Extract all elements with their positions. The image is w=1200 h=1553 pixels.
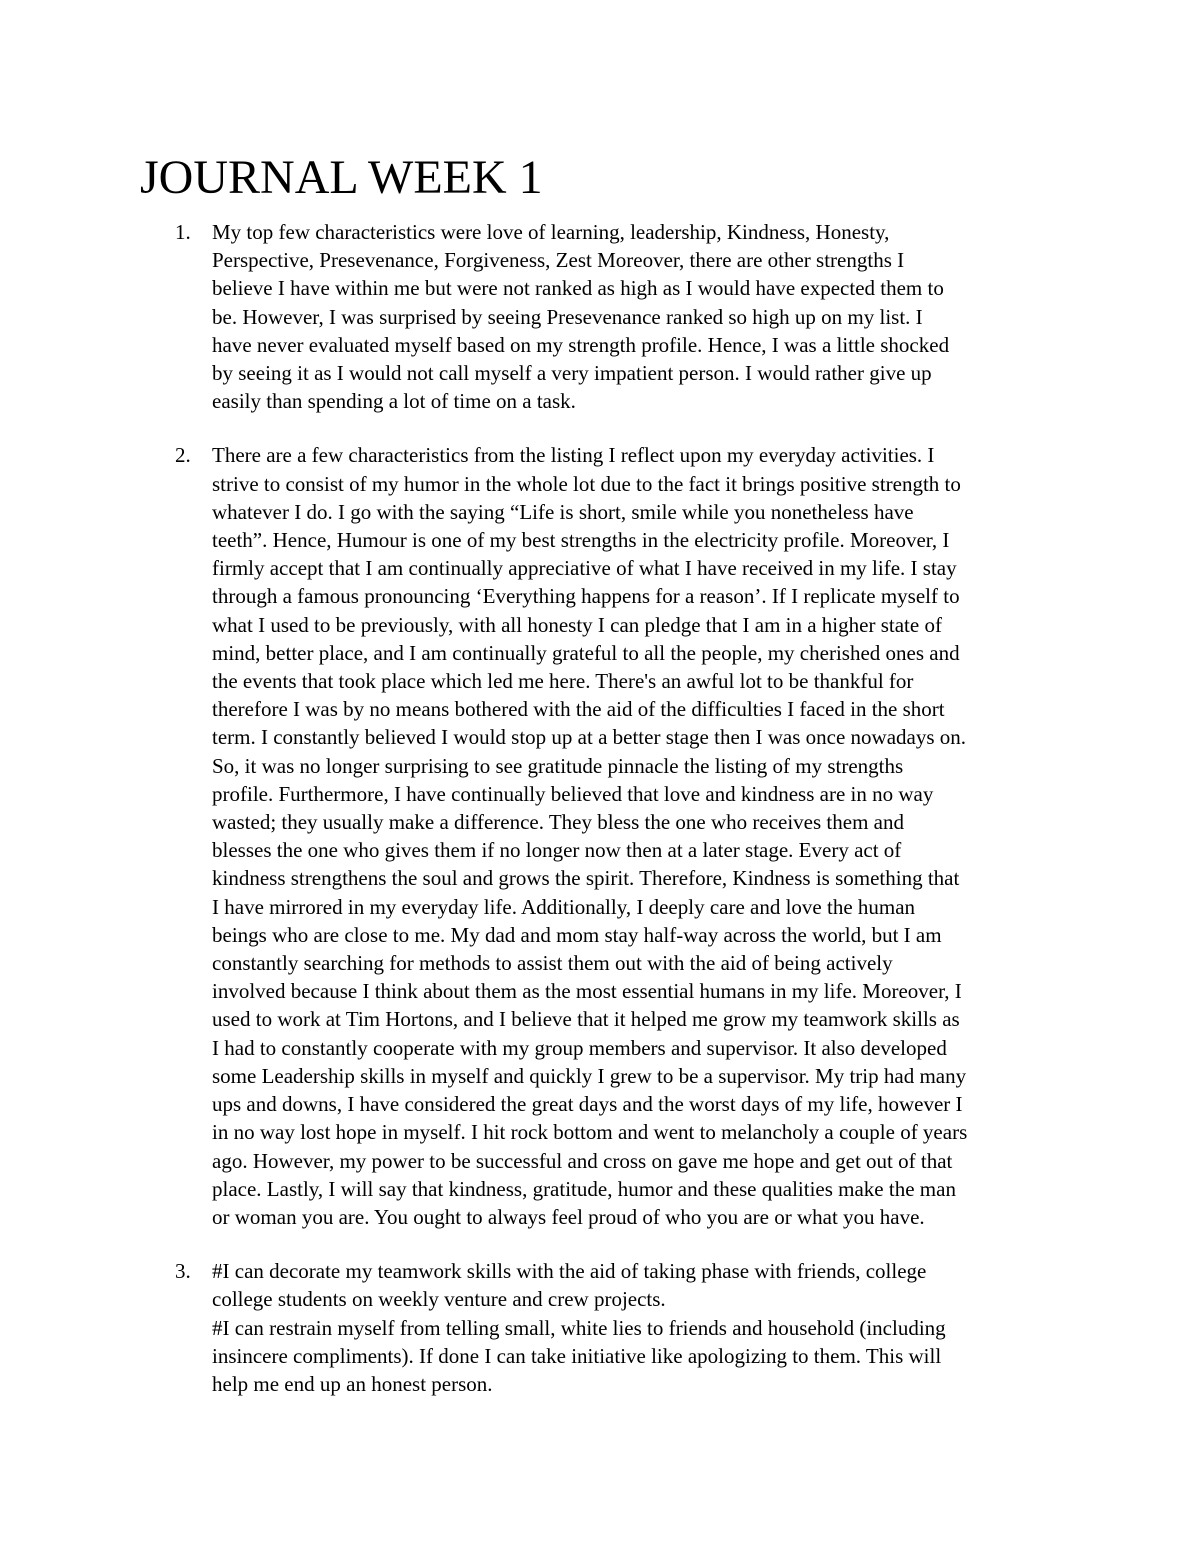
paragraph-line: #I can restrain myself from telling small, white lies to friends and household (including [212, 1315, 946, 1340]
paragraph-line: beings who are close to me. My dad and mom stay half-way across the world, but I am [212, 922, 942, 947]
paragraph-line: term. I constantly believed I would stop up at a better stage then I was once nowadays on. [212, 725, 967, 750]
paragraph-line: help me end up an honest person. [212, 1371, 493, 1396]
paragraph-line: ups and downs, I have considered the great days and the worst days of my life, however I [212, 1092, 963, 1117]
list-item-number: 3. [175, 1259, 191, 1284]
paragraph-line: So, it was no longer surprising to see gratitude pinnacle the listing of my strengths [212, 753, 904, 778]
numbered-list [0, 218, 1200, 1424]
paragraph-line: My top few characteristics were love of learning, leadership, Kindness, Honesty, [212, 220, 890, 244]
list-item-paragraph [212, 1257, 1082, 1398]
document-title: JOURNAL WEEK 1 [140, 151, 543, 204]
paragraph-line: some Leadership skills in myself and quickly I grew to be a supervisor. My trip had many [212, 1063, 967, 1088]
paragraph-line: insincere compliments). If done I can take initiative like apologizing to them. This will [212, 1343, 942, 1368]
paragraph-line: easily than spending a lot of time on a task. [212, 389, 576, 414]
paragraph-line: used to work at Tim Hortons, and I believe that it helped me grow my teamwork skills as [212, 1007, 960, 1032]
paragraph-line: profile. Furthermore, I have continually believed that love and kindness are in no way [212, 781, 934, 806]
paragraph-line: be. However, I was surprised by seeing Presevenance ranked so high up on my list. I [212, 304, 923, 329]
paragraph-line: I had to constantly cooperate with my group members and supervisor. It also developed [212, 1035, 947, 1060]
paragraph-line: teeth”. Hence, Humour is one of my best strengths in the electricity profile. Moreover, I [212, 528, 950, 553]
paragraph-line: wasted; they usually make a difference. They bless the one who receives them and [212, 810, 904, 835]
paragraph-line: firmly accept that I am continually appreciative of what I have received in my life. I stay [212, 556, 957, 581]
list-item-paragraph [212, 218, 1082, 415]
paragraph-line: through a famous pronouncing ‘Everything happens for a reason’. If I replicate myself to [212, 584, 960, 609]
list-item [0, 1257, 1200, 1398]
paragraph-line: what I used to be previously, with all honesty I can pledge that I am in a higher state of [212, 612, 942, 637]
paragraph-line: kindness strengthens the soul and grows the spirit. Therefore, Kindness is something that [212, 866, 960, 891]
paragraph-line: Perspective, Presevenance, Forgiveness, Zest Moreover, there are other strengths I [212, 248, 905, 273]
paragraph-line: or woman you are. You ought to always feel proud of who you are or what you have. [212, 1204, 925, 1229]
paragraph-line: in no way lost hope in myself. I hit rock bottom and went to melancholy a couple of years [212, 1120, 968, 1145]
paragraph-line: the events that took place which led me here. There's an awful lot to be thankful for [212, 669, 914, 694]
paragraph-line: ago. However, my power to be successful and cross on gave me hope and get out of that [212, 1148, 953, 1173]
paragraph-line: therefore I was by no means bothered with the aid of the difficulties I faced in the short [212, 697, 945, 722]
paragraph-line: There are a few characteristics from the listing I reflect upon my everyday activities. I [212, 443, 935, 468]
paragraph-line: mind, better place, and I am continually grateful to all the people, my cherished ones and [212, 640, 960, 665]
paragraph-line: constantly searching for methods to assist them out with the aid of being actively [212, 951, 893, 976]
paragraph-line: place. Lastly, I will say that kindness, gratitude, humor and these qualities make the man [212, 1176, 956, 1201]
paragraph-line: #I can decorate my teamwork skills with the aid of taking phase with friends, college [212, 1259, 927, 1284]
list-item-paragraph [212, 441, 1082, 1231]
paragraph-line: college students on weekly venture and crew projects. [212, 1287, 666, 1312]
list-item [0, 218, 1200, 415]
paragraph-line: by seeing it as I would not call myself a very impatient person. I would rather give up [212, 361, 932, 386]
paragraph-line: have never evaluated myself based on my strength profile. Hence, I was a little shocked [212, 332, 950, 357]
paragraph-line: believe I have within me but were not ranked as high as I would have expected them to [212, 276, 944, 301]
paragraph-line: I have mirrored in my everyday life. Additionally, I deeply care and love the human [212, 894, 916, 919]
paragraph-line: whatever I do. I go with the saying “Life is short, smile while you nonetheless have [212, 499, 914, 524]
list-item-number: 1. [175, 220, 191, 244]
paragraph-line: blesses the one who gives them if no longer now then at a later stage. Every act of [212, 838, 902, 863]
list-item [0, 441, 1200, 1231]
list-item-number: 2. [175, 443, 191, 468]
paragraph-line: involved because I think about them as the most essential humans in my life. Moreover, I [212, 979, 962, 1004]
paragraph-line: strive to consist of my humor in the whole lot due to the fact it brings positive strength to [212, 471, 961, 496]
